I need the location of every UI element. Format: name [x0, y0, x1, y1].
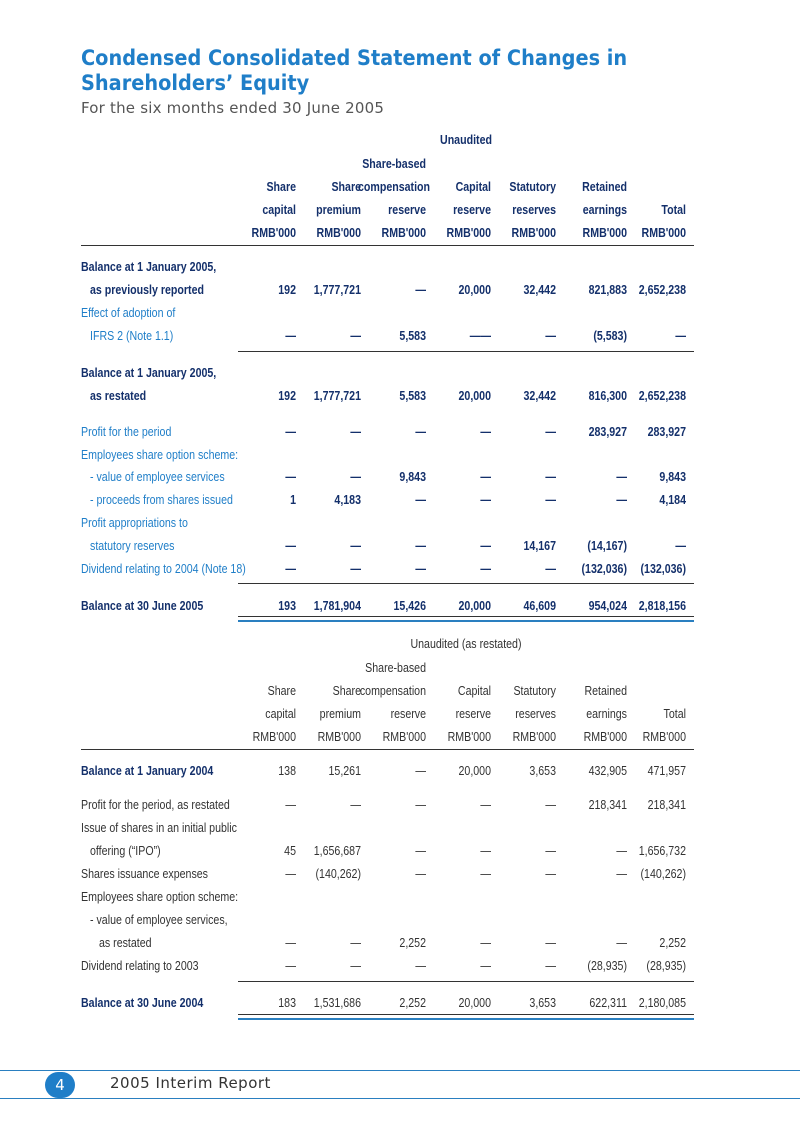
- total-double-rule: [238, 620, 694, 622]
- column-header: RMB'000: [252, 730, 296, 744]
- column-header: capital: [262, 203, 296, 217]
- column-header: RMB'000: [641, 226, 686, 240]
- table-cell: 4,184: [659, 493, 686, 507]
- table-cell: 218,341: [588, 798, 627, 812]
- table-cell: —: [545, 470, 556, 484]
- section-header: Unaudited (as restated): [410, 637, 522, 651]
- table-cell: 816,300: [588, 389, 627, 403]
- row-label: Profit for the period, as restated: [81, 798, 230, 812]
- table-cell: 1: [290, 493, 296, 507]
- table-cell: —: [545, 562, 556, 576]
- table-cell: —: [350, 329, 361, 343]
- table-cell: —: [350, 936, 361, 950]
- table-cell: 183: [278, 996, 296, 1010]
- column-header: reserve: [388, 203, 426, 217]
- column-header: RMB'000: [582, 226, 627, 240]
- table-cell: 283,927: [647, 425, 686, 439]
- table-cell: 20,000: [458, 283, 491, 297]
- page-title: Condensed Consolidated Statement of Changes in Shareholders’ Equity: [81, 46, 628, 95]
- table-cell: —: [285, 867, 296, 881]
- column-header: Share: [267, 684, 296, 698]
- footer-rule: [0, 1098, 800, 1099]
- column-header: Share-based: [362, 157, 426, 171]
- table-cell: 432,905: [588, 764, 627, 778]
- table-cell: —: [545, 936, 556, 950]
- table-cell: —: [415, 798, 426, 812]
- column-header: RMB'000: [583, 730, 627, 744]
- table-cell: —: [285, 562, 296, 576]
- table-cell: —: [675, 539, 686, 553]
- table-cell: —: [415, 764, 426, 778]
- row-label: Balance at 1 January 2005,: [81, 366, 217, 380]
- column-header: Total: [663, 707, 686, 721]
- table-cell: —: [415, 539, 426, 553]
- table-cell: 5,583: [399, 389, 426, 403]
- column-header: Total: [661, 203, 686, 217]
- table-cell: 821,883: [588, 283, 627, 297]
- table-cell: 1,781,904: [313, 599, 361, 613]
- table-cell: 14,167: [523, 539, 556, 553]
- column-header: compensation: [359, 684, 426, 698]
- table-cell: 15,261: [328, 764, 361, 778]
- column-header: Capital: [455, 180, 491, 194]
- table-cell: 283,927: [588, 425, 627, 439]
- table-cell: —: [545, 425, 556, 439]
- table-cell: —: [415, 283, 426, 297]
- row-label: Employees share option scheme:: [81, 448, 239, 462]
- report-name: 2005 Interim Report: [110, 1074, 271, 1092]
- table-cell: 192: [278, 389, 296, 403]
- table-cell: (28,935): [646, 959, 686, 973]
- column-header: RMB'000: [446, 226, 491, 240]
- table-cell: 1,777,721: [313, 389, 361, 403]
- table-cell: —: [285, 425, 296, 439]
- table-cell: 45: [284, 844, 296, 858]
- table-cell: (28,935): [587, 959, 627, 973]
- column-header: RMB'000: [251, 226, 296, 240]
- table-cell: (132,036): [640, 562, 686, 576]
- column-header: Share: [331, 180, 361, 194]
- table-cell: 5,583: [399, 329, 426, 343]
- table-cell: 2,252: [659, 936, 686, 950]
- column-header: RMB'000: [382, 730, 426, 744]
- row-label: Profit for the period: [81, 425, 172, 439]
- table-cell: 138: [278, 764, 296, 778]
- column-header: RMB'000: [512, 730, 556, 744]
- table-cell: —: [616, 493, 627, 507]
- table-cell: —: [480, 844, 491, 858]
- total-rule: [238, 616, 694, 617]
- table-cell: 193: [278, 599, 296, 613]
- table-cell: 20,000: [458, 764, 491, 778]
- total-rule: [238, 1014, 694, 1015]
- row-label: Profit appropriations to: [81, 516, 188, 530]
- table-cell: 2,252: [399, 936, 426, 950]
- row-label: - value of employee services: [90, 470, 225, 484]
- row-label: offering (“IPO”): [90, 844, 161, 858]
- table-cell: —: [545, 798, 556, 812]
- table-cell: (132,036): [581, 562, 627, 576]
- table-cell: 32,442: [523, 283, 556, 297]
- table-cell: —: [616, 936, 627, 950]
- table-cell: —: [480, 959, 491, 973]
- column-header: reserve: [453, 203, 491, 217]
- table-cell: 15,426: [393, 599, 426, 613]
- table-cell: —: [415, 867, 426, 881]
- column-header: Statutory: [509, 180, 556, 194]
- table-cell: 9,843: [399, 470, 426, 484]
- column-header: reserve: [390, 707, 426, 721]
- row-label: Shares issuance expenses: [81, 867, 208, 881]
- table-cell: —: [545, 329, 556, 343]
- page-subtitle: For the six months ended 30 June 2005: [81, 99, 385, 117]
- row-label: - proceeds from shares issued: [90, 493, 233, 507]
- column-header: RMB'000: [511, 226, 556, 240]
- table-cell: —: [285, 539, 296, 553]
- table-cell: 2,818,156: [638, 599, 686, 613]
- table-cell: —: [285, 329, 296, 343]
- table-cell: —: [350, 539, 361, 553]
- table-cell: —: [285, 959, 296, 973]
- table-cell: 1,656,732: [638, 844, 686, 858]
- row-label: Effect of adoption of: [81, 306, 176, 320]
- table-cell: —: [616, 867, 627, 881]
- column-header: Share-based: [365, 661, 426, 675]
- table-cell: 32,442: [523, 389, 556, 403]
- table-cell: —: [480, 867, 491, 881]
- table-cell: 1,531,686: [313, 996, 361, 1010]
- column-header: reserves: [515, 707, 556, 721]
- table-cell: 9,843: [659, 470, 686, 484]
- table-cell: —: [480, 539, 491, 553]
- row-label: as restated: [90, 389, 147, 403]
- row-label: Balance at 30 June 2004: [81, 996, 204, 1010]
- table-cell: —: [350, 425, 361, 439]
- table-cell: (140,262): [315, 867, 361, 881]
- table-cell: —: [415, 844, 426, 858]
- table-cell: —: [350, 562, 361, 576]
- table-cell: 622,311: [589, 996, 627, 1010]
- row-label: as restated: [99, 936, 152, 950]
- row-label: Issue of shares in an initial public: [81, 821, 237, 835]
- footer-divider: [0, 1070, 800, 1071]
- column-header: reserve: [455, 707, 491, 721]
- table-cell: —: [480, 493, 491, 507]
- table-cell: —: [545, 493, 556, 507]
- column-header: capital: [265, 707, 296, 721]
- table-cell: 3,653: [529, 764, 556, 778]
- table-cell: —: [480, 562, 491, 576]
- table-cell: —: [480, 798, 491, 812]
- table-cell: (140,262): [640, 867, 686, 881]
- column-header: Statutory: [513, 684, 556, 698]
- row-label: - value of employee services,: [90, 913, 228, 927]
- table-cell: —: [480, 936, 491, 950]
- table-cell: —: [285, 798, 296, 812]
- table-cell: —: [675, 329, 686, 343]
- header-rule: [81, 245, 694, 246]
- row-label: IFRS 2 (Note 1.1): [90, 329, 174, 343]
- table-cell: —: [350, 798, 361, 812]
- table-cell: —: [616, 470, 627, 484]
- table-cell: —: [545, 959, 556, 973]
- column-header: Share: [266, 180, 296, 194]
- column-header: reserves: [512, 203, 556, 217]
- table-cell: 46,609: [523, 599, 556, 613]
- table-cell: 2,652,238: [638, 283, 686, 297]
- subtotal-rule: [238, 583, 694, 584]
- table-cell: 2,652,238: [638, 389, 686, 403]
- column-header: RMB'000: [316, 226, 361, 240]
- column-header: RMB'000: [642, 730, 686, 744]
- table-cell: (14,167): [587, 539, 627, 553]
- row-label: Balance at 1 January 2005,: [81, 260, 217, 274]
- column-header: earnings: [582, 203, 627, 217]
- table-cell: 3,653: [529, 996, 556, 1010]
- row-label: Dividend relating to 2003: [81, 959, 199, 973]
- row-label: Dividend relating to 2004 (Note 18): [81, 562, 246, 576]
- column-header: compensation: [358, 180, 431, 194]
- subtotal-rule: [238, 981, 694, 982]
- table-cell: 20,000: [458, 996, 491, 1010]
- row-label: statutory reserves: [90, 539, 175, 553]
- row-label: Balance at 1 January 2004: [81, 764, 214, 778]
- table-cell: 2,252: [399, 996, 426, 1010]
- table-cell: (5,583): [593, 329, 627, 343]
- table-cell: —: [415, 493, 426, 507]
- table-cell: 1,777,721: [313, 283, 361, 297]
- table-cell: —: [480, 470, 491, 484]
- table-cell: —: [285, 936, 296, 950]
- total-double-rule: [238, 1018, 694, 1020]
- column-header: RMB'000: [381, 226, 426, 240]
- column-header: premium: [316, 203, 361, 217]
- table-cell: —: [616, 844, 627, 858]
- table-cell: —: [285, 470, 296, 484]
- column-header: RMB'000: [447, 730, 491, 744]
- table-cell: —: [350, 470, 361, 484]
- table-cell: 20,000: [458, 389, 491, 403]
- table-cell: 4,183: [334, 493, 361, 507]
- column-header: premium: [319, 707, 361, 721]
- subtotal-rule: [238, 351, 694, 352]
- row-label: as previously reported: [90, 283, 204, 297]
- table-cell: —: [415, 425, 426, 439]
- column-header: Capital: [457, 684, 491, 698]
- table-cell: 218,341: [647, 798, 686, 812]
- table-cell: —: [415, 562, 426, 576]
- row-label: Balance at 30 June 2005: [81, 599, 204, 613]
- table-cell: —: [545, 867, 556, 881]
- table-cell: —: [545, 844, 556, 858]
- section-header: Unaudited: [440, 133, 492, 147]
- table-cell: 20,000: [458, 599, 491, 613]
- column-header: Share: [332, 684, 361, 698]
- column-header: earnings: [586, 707, 627, 721]
- column-header: Retained: [584, 684, 627, 698]
- page-number: 4: [45, 1072, 75, 1098]
- table-cell: —: [415, 959, 426, 973]
- table-cell: 954,024: [588, 599, 627, 613]
- table-cell: ——: [469, 329, 491, 343]
- table-cell: 2,180,085: [638, 996, 686, 1010]
- table-cell: 471,957: [647, 764, 686, 778]
- column-header: Retained: [582, 180, 627, 194]
- table-cell: —: [350, 959, 361, 973]
- row-label: Employees share option scheme:: [81, 890, 239, 904]
- column-header: RMB'000: [317, 730, 361, 744]
- table-cell: 192: [278, 283, 296, 297]
- table-cell: 1,656,687: [313, 844, 361, 858]
- header-rule: [81, 749, 694, 750]
- table-cell: —: [480, 425, 491, 439]
